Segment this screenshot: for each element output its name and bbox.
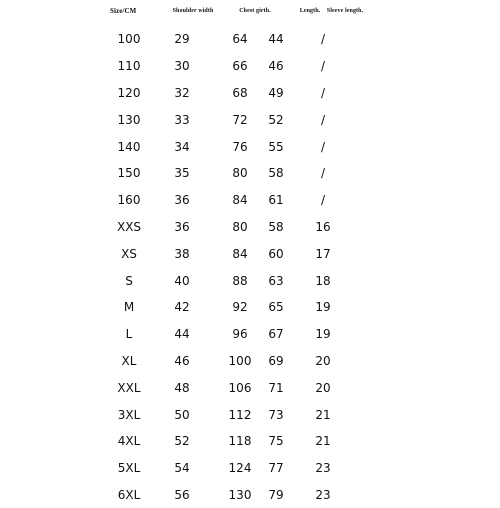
size-cell: XXL (117, 380, 141, 395)
shoulder-width-cell: 30 (174, 59, 190, 74)
shoulder-width-cell: 29 (174, 32, 190, 47)
sleeve-length-cell: 21 (315, 434, 331, 449)
table-row (110, 133, 350, 160)
table-row (110, 26, 350, 53)
chest-girth-cell: 72 (232, 112, 248, 127)
chest-girth-cell: 112 (228, 407, 252, 422)
shoulder-width-cell: 52 (174, 434, 190, 449)
length-cell: 58 (268, 166, 284, 181)
table-row (110, 214, 350, 241)
sleeve-length-cell: / (320, 193, 326, 208)
size-cell: 100 (117, 32, 141, 47)
sleeve-length-cell: / (320, 59, 326, 74)
sleeve-length-cell: 19 (315, 300, 331, 315)
chest-girth-cell: 124 (228, 461, 252, 476)
table-row (110, 240, 350, 267)
table-header (110, 0, 364, 22)
size-cell: XXS (116, 219, 142, 234)
size-cell: 5XL (117, 461, 141, 476)
size-cell: 6XL (117, 487, 141, 502)
size-cell: L (125, 327, 133, 342)
sleeve-length-cell: 20 (315, 353, 331, 368)
header-sleeve-length: Sleeve length. (326, 8, 364, 14)
length-cell: 73 (268, 407, 284, 422)
size-cell: M (123, 300, 135, 315)
shoulder-width-cell: 44 (174, 327, 190, 342)
table-row (110, 160, 350, 187)
chest-girth-cell: 96 (232, 327, 248, 342)
length-cell: 71 (268, 380, 284, 395)
sleeve-length-cell: / (320, 112, 326, 127)
size-cell: 160 (117, 193, 141, 208)
chest-girth-cell: 100 (228, 353, 252, 368)
chest-girth-cell: 88 (232, 273, 248, 288)
sleeve-length-cell: 19 (315, 327, 331, 342)
chest-girth-cell: 84 (232, 246, 248, 261)
chest-girth-cell: 106 (228, 380, 252, 395)
shoulder-width-cell: 35 (174, 166, 190, 181)
header-length: Length. (299, 8, 321, 14)
chest-girth-cell: 92 (232, 300, 248, 315)
length-cell: 55 (268, 139, 284, 154)
table-row (110, 321, 350, 348)
table-row (110, 428, 350, 455)
size-cell: 110 (117, 59, 141, 74)
shoulder-width-cell: 33 (174, 112, 190, 127)
sleeve-length-cell: 21 (315, 407, 331, 422)
sleeve-length-cell: 23 (315, 461, 331, 476)
length-cell: 69 (268, 353, 284, 368)
length-cell: 61 (268, 193, 284, 208)
chest-girth-cell: 76 (232, 139, 248, 154)
table-row (110, 374, 350, 401)
sleeve-length-cell: 23 (315, 487, 331, 502)
table-row (110, 348, 350, 375)
size-cell: XL (121, 353, 137, 368)
chest-girth-cell: 80 (232, 166, 248, 181)
shoulder-width-cell: 42 (174, 300, 190, 315)
length-cell: 77 (268, 461, 284, 476)
size-cell: 140 (117, 139, 141, 154)
table-row (110, 455, 350, 482)
length-cell: 44 (268, 32, 284, 47)
table-row (110, 106, 350, 133)
table-row (110, 187, 350, 214)
header-size: Size/CM (110, 7, 137, 15)
length-cell: 49 (268, 85, 284, 100)
length-cell: 52 (268, 112, 284, 127)
length-cell: 63 (268, 273, 284, 288)
shoulder-width-cell: 54 (174, 461, 190, 476)
table-row (110, 80, 350, 107)
shoulder-width-cell: 34 (174, 139, 190, 154)
chest-girth-cell: 118 (228, 434, 252, 449)
table-row (110, 401, 350, 428)
sleeve-length-cell: / (320, 85, 326, 100)
length-cell: 79 (268, 487, 284, 502)
sleeve-length-cell: 17 (315, 246, 331, 261)
header-shoulder-width: Shoulder width (172, 8, 214, 14)
shoulder-width-cell: 48 (174, 380, 190, 395)
length-cell: 75 (268, 434, 284, 449)
length-cell: 65 (268, 300, 284, 315)
sleeve-length-cell: 20 (315, 380, 331, 395)
table-row (110, 294, 350, 321)
size-cell: XS (121, 246, 137, 261)
sleeve-length-cell: / (320, 32, 326, 47)
size-cell: 130 (117, 112, 141, 127)
size-cell: 3XL (117, 407, 141, 422)
sleeve-length-cell: / (320, 139, 326, 154)
chest-girth-cell: 130 (228, 487, 252, 502)
header-chest-girth: Chest girth. (239, 8, 271, 14)
chest-girth-cell: 66 (232, 59, 248, 74)
size-chart-table (110, 0, 364, 502)
chest-girth-cell: 64 (232, 32, 248, 47)
length-cell: 60 (268, 246, 284, 261)
table-row (110, 482, 350, 508)
length-cell: 67 (268, 327, 284, 342)
shoulder-width-cell: 46 (174, 353, 190, 368)
shoulder-width-cell: 32 (174, 85, 190, 100)
chest-girth-cell: 84 (232, 193, 248, 208)
size-cell: 120 (117, 85, 141, 100)
shoulder-width-cell: 36 (174, 193, 190, 208)
chest-girth-cell: 80 (232, 219, 248, 234)
shoulder-width-cell: 50 (174, 407, 190, 422)
shoulder-width-cell: 56 (174, 487, 190, 502)
table-row (110, 267, 350, 294)
shoulder-width-cell: 36 (174, 219, 190, 234)
length-cell: 46 (268, 59, 284, 74)
chest-girth-cell: 68 (232, 85, 248, 100)
sleeve-length-cell: 16 (315, 219, 331, 234)
table-row (110, 53, 350, 80)
shoulder-width-cell: 38 (174, 246, 190, 261)
shoulder-width-cell: 40 (174, 273, 190, 288)
sleeve-length-cell: / (320, 166, 326, 181)
size-cell: 150 (117, 166, 141, 181)
size-cell: S (125, 273, 133, 288)
length-cell: 58 (268, 219, 284, 234)
sleeve-length-cell: 18 (315, 273, 331, 288)
size-cell: 4XL (117, 434, 141, 449)
